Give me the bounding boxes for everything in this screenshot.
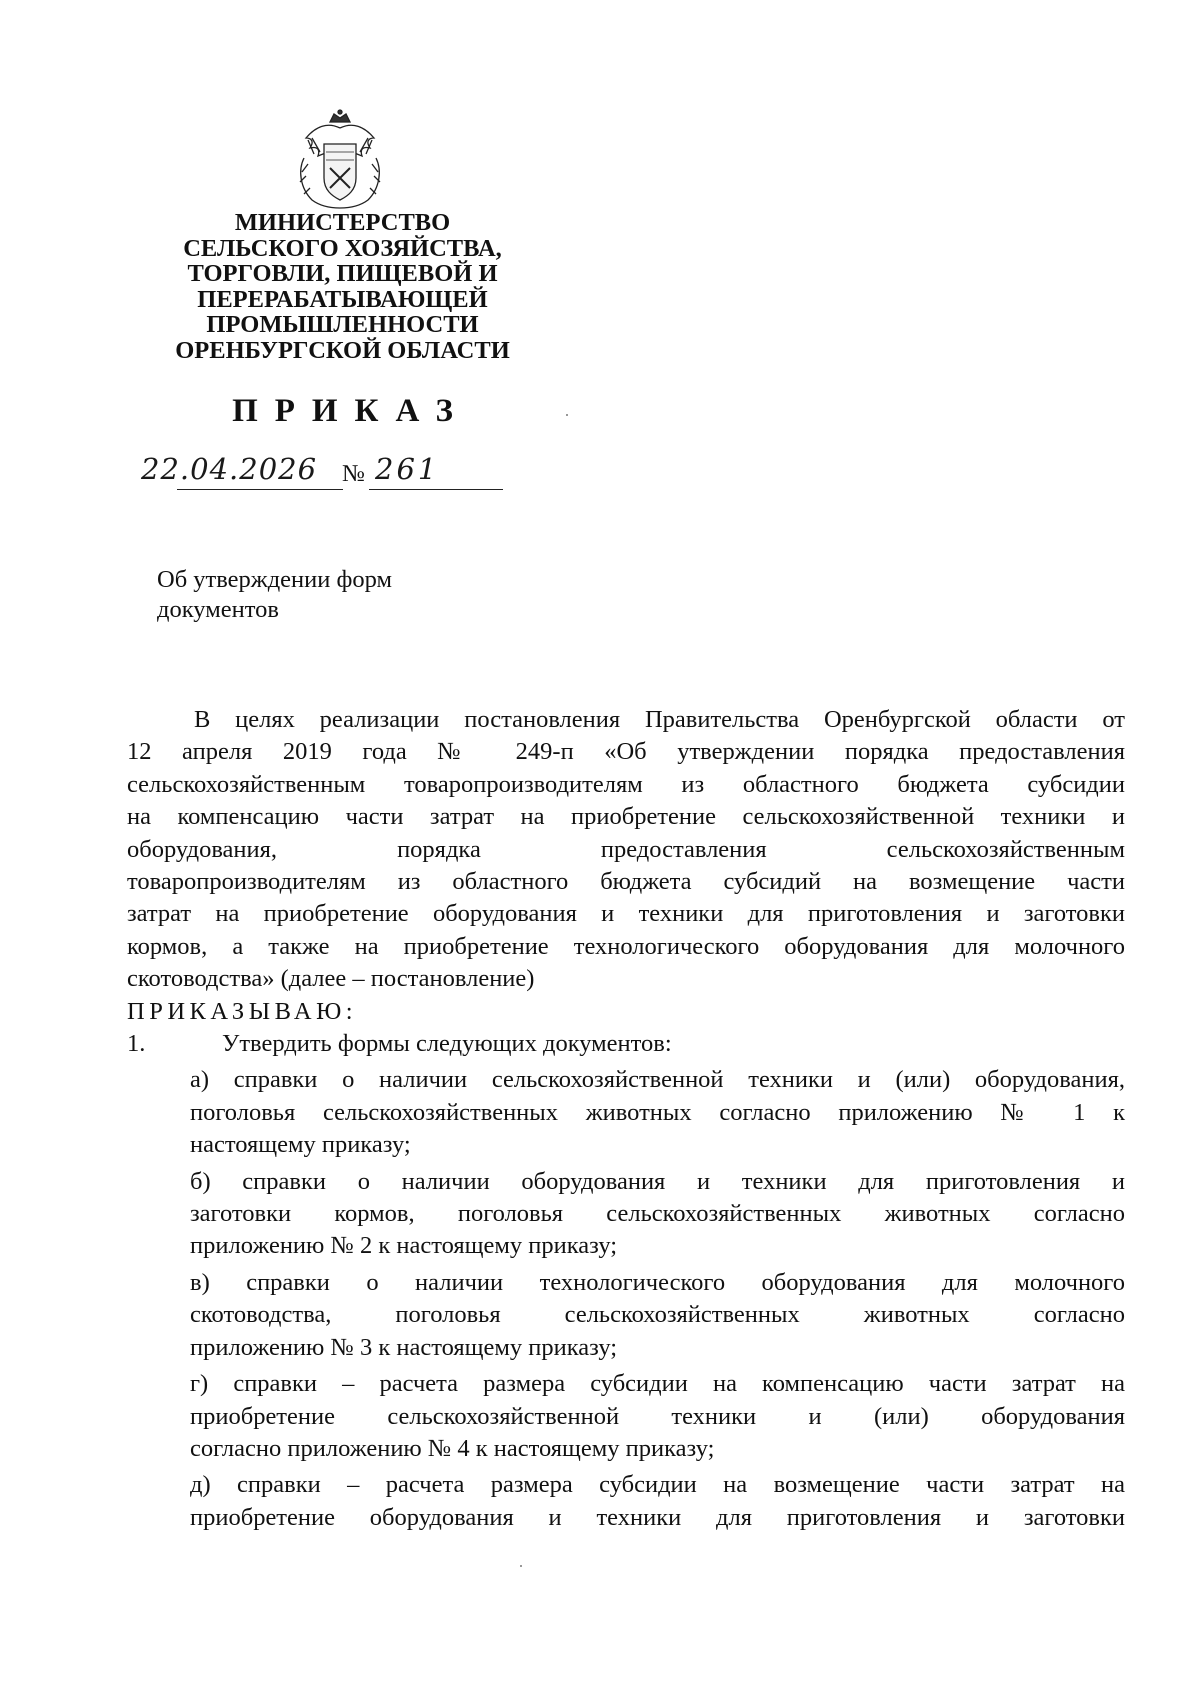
subpoint-a [190, 1064, 1125, 1161]
subpoint-line: б) справки о наличии оборудования и техники для приготовления и [190, 1167, 1125, 1195]
scan-artifact [520, 1565, 522, 1567]
subpoint-line: скотоводства, поголовья сельскохозяйственных животных согласно [190, 1301, 1125, 1329]
preamble [127, 704, 1125, 996]
number-underline [369, 489, 503, 490]
subject-line: Об утверждении форм [157, 566, 393, 593]
ministry-line: ПРОМЫШЛЕННОСТИ [206, 311, 479, 338]
ministry-name [140, 210, 545, 363]
subpoint-line: д) справки – расчета размера субсидии на возмещение части затрат на [190, 1471, 1125, 1499]
subpoint-line: настоящему приказу; [190, 1131, 411, 1159]
preamble-line: товаропроизводителям из областного бюджета субсидий на возмещение части [127, 868, 1125, 896]
subpoint-line: поголовья сельскохозяйственных животных согласно приложению № 1 к [190, 1098, 1125, 1126]
handwritten-date: 22.04.2026 [141, 452, 318, 486]
subpoint-v [190, 1267, 1125, 1364]
ministry-line: ТОРГОВЛИ, ПИЩЕВОЙ И [187, 260, 498, 287]
ministry-line: СЕЛЬСКОГО ХОЗЯЙСТВА, [183, 234, 502, 262]
subpoint-g [190, 1368, 1125, 1465]
preamble-line: 12 апреля 2019 года № 249-п «Об утверждении порядка предоставления [127, 738, 1125, 766]
scan-artifact [566, 414, 568, 416]
date-number-line [133, 452, 503, 502]
ministry-line: МИНИСТЕРСТВО [234, 209, 451, 236]
subpoint-line: г) справки – расчета размера субсидии на компенсацию части затрат на [190, 1370, 1125, 1398]
subpoint-line: заготовки кормов, поголовья сельскохозяйственных животных согласно [190, 1200, 1125, 1228]
preamble-line: затрат на приобретение оборудования и техники для приготовления и заготовки [127, 900, 1125, 928]
preamble-line: оборудования, порядка предоставления сельскохозяйственным [127, 835, 1125, 863]
subpoint-line: приложению № 3 к настоящему приказу; [190, 1333, 618, 1361]
document-body [127, 704, 1125, 1534]
number-sign: № [342, 461, 365, 487]
subpoint-line: приобретение оборудования и техники для приготовления и заготовки [190, 1503, 1125, 1531]
point-1 [127, 1028, 1125, 1060]
subject-line: документов [157, 596, 279, 623]
subpoint-line: согласно приложению № 4 к настоящему приказу; [190, 1434, 715, 1462]
ministry-line: ОРЕНБУРГСКОЙ ОБЛАСТИ [175, 336, 510, 364]
subpoint-line: приложению № 2 к настоящему приказу; [190, 1232, 618, 1260]
subpoint-b [190, 1166, 1125, 1263]
document-subject [157, 565, 392, 625]
coat-of-arms-icon [292, 108, 388, 212]
handwritten-number: 261 [375, 452, 440, 486]
preamble-line: сельскохозяйственным товаропроизводителям из областного бюджета субсидии [127, 770, 1125, 798]
subpoint-line: а) справки о наличии сельскохозяйственной техники и (или) оборудования, [190, 1066, 1125, 1094]
order-word: ПРИКАЗЫВАЮ: [127, 997, 358, 1025]
preamble-line: В целях реализации постановления Правительства Оренбургской области от [194, 706, 1125, 733]
subpoint-line: приобретение сельскохозяйственной техники и (или) оборудования [190, 1402, 1125, 1430]
subpoint-d [190, 1469, 1125, 1534]
point-number: 1. [127, 1030, 146, 1058]
subpoint-line: в) справки о наличии технологического оборудования для молочного [190, 1268, 1125, 1296]
preamble-line: кормов, а также на приобретение технологического оборудования для молочного [127, 932, 1125, 960]
ministry-line: ПЕРЕРАБАТЫВАЮЩЕЙ [197, 285, 488, 313]
date-underline [177, 489, 343, 490]
preamble-line: на компенсацию части затрат на приобретение сельскохозяйственной техники и [127, 803, 1125, 831]
document-type-title: ПРИКАЗ [232, 393, 470, 429]
preamble-line: скотоводства» (далее – постановление) [127, 965, 535, 993]
point-text: Утвердить формы следующих документов: [222, 1030, 672, 1058]
